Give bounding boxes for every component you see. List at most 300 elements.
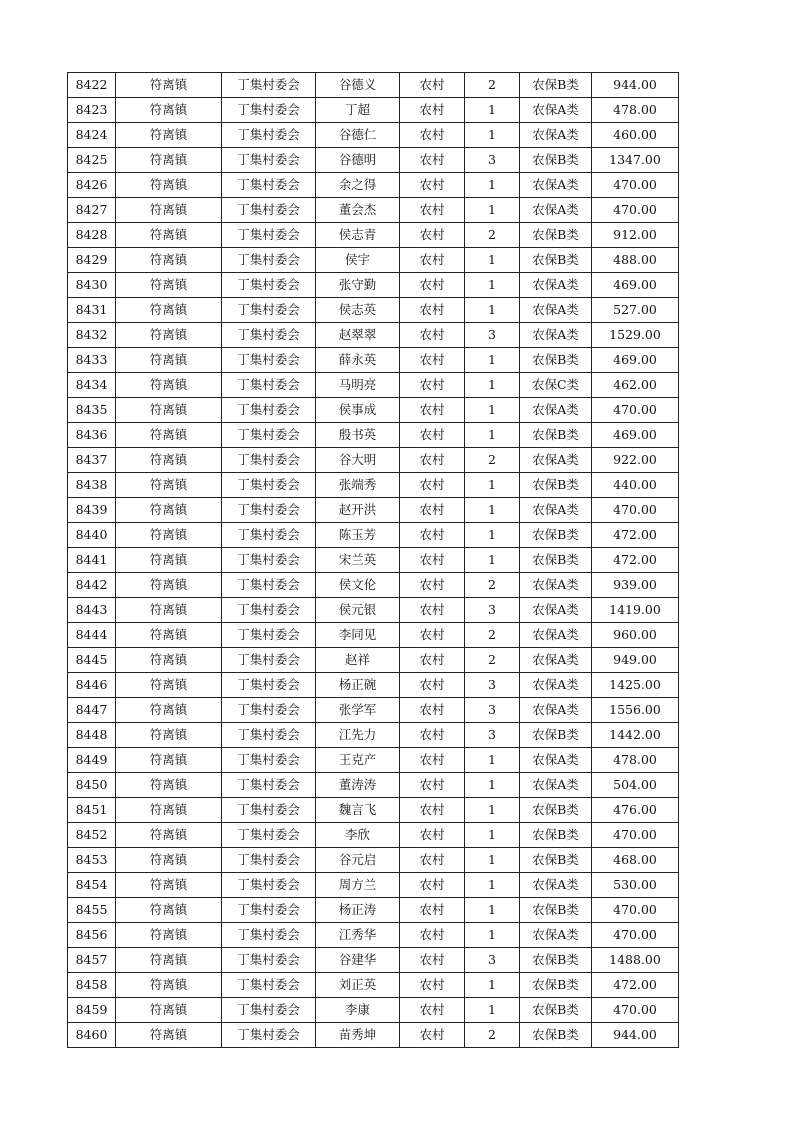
town-cell: 符离镇 <box>116 673 222 698</box>
amount-cell: 912.00 <box>592 223 679 248</box>
table-row <box>68 448 679 473</box>
area-type-cell: 农村 <box>400 1023 465 1048</box>
village-committee-cell: 丁集村委会 <box>222 923 316 948</box>
category-cell: 农保B类 <box>520 798 592 823</box>
serial-number-cell: 8435 <box>68 398 116 423</box>
serial-number-cell: 8460 <box>68 1023 116 1048</box>
amount-cell: 472.00 <box>592 548 679 573</box>
serial-number-cell: 8446 <box>68 673 116 698</box>
town-cell: 符离镇 <box>116 573 222 598</box>
area-type-cell: 农村 <box>400 748 465 773</box>
town-cell: 符离镇 <box>116 923 222 948</box>
name-cell: 张守勤 <box>316 273 400 298</box>
area-type-cell: 农村 <box>400 773 465 798</box>
category-cell: 农保B类 <box>520 548 592 573</box>
amount-cell: 470.00 <box>592 923 679 948</box>
household-count-cell: 1 <box>465 898 520 923</box>
category-cell: 农保A类 <box>520 98 592 123</box>
household-count-cell: 1 <box>465 548 520 573</box>
serial-number-cell: 8439 <box>68 498 116 523</box>
area-type-cell: 农村 <box>400 673 465 698</box>
amount-cell: 1419.00 <box>592 598 679 623</box>
area-type-cell: 农村 <box>400 423 465 448</box>
town-cell: 符离镇 <box>116 448 222 473</box>
table-row <box>68 273 679 298</box>
area-type-cell: 农村 <box>400 723 465 748</box>
household-count-cell: 3 <box>465 723 520 748</box>
category-cell: 农保B类 <box>520 148 592 173</box>
area-type-cell: 农村 <box>400 873 465 898</box>
table-row <box>68 348 679 373</box>
village-committee-cell: 丁集村委会 <box>222 123 316 148</box>
household-count-cell: 3 <box>465 948 520 973</box>
household-count-cell: 1 <box>465 748 520 773</box>
village-committee-cell: 丁集村委会 <box>222 798 316 823</box>
amount-cell: 470.00 <box>592 998 679 1023</box>
village-committee-cell: 丁集村委会 <box>222 423 316 448</box>
table-row <box>68 298 679 323</box>
name-cell: 赵祥 <box>316 648 400 673</box>
household-count-cell: 1 <box>465 798 520 823</box>
name-cell: 谷元启 <box>316 848 400 873</box>
household-count-cell: 1 <box>465 248 520 273</box>
village-committee-cell: 丁集村委会 <box>222 898 316 923</box>
name-cell: 谷德明 <box>316 148 400 173</box>
amount-cell: 944.00 <box>592 73 679 98</box>
amount-cell: 469.00 <box>592 348 679 373</box>
serial-number-cell: 8457 <box>68 948 116 973</box>
area-type-cell: 农村 <box>400 623 465 648</box>
category-cell: 农保A类 <box>520 298 592 323</box>
town-cell: 符离镇 <box>116 148 222 173</box>
village-committee-cell: 丁集村委会 <box>222 673 316 698</box>
serial-number-cell: 8431 <box>68 298 116 323</box>
household-count-cell: 1 <box>465 298 520 323</box>
serial-number-cell: 8442 <box>68 573 116 598</box>
town-cell: 符离镇 <box>116 748 222 773</box>
village-committee-cell: 丁集村委会 <box>222 373 316 398</box>
amount-cell: 440.00 <box>592 473 679 498</box>
area-type-cell: 农村 <box>400 848 465 873</box>
name-cell: 杨正涛 <box>316 898 400 923</box>
name-cell: 余之得 <box>316 173 400 198</box>
allowance-table <box>67 72 679 1048</box>
area-type-cell: 农村 <box>400 998 465 1023</box>
serial-number-cell: 8452 <box>68 823 116 848</box>
household-count-cell: 1 <box>465 373 520 398</box>
table-row <box>68 523 679 548</box>
table-row <box>68 398 679 423</box>
serial-number-cell: 8428 <box>68 223 116 248</box>
serial-number-cell: 8445 <box>68 648 116 673</box>
amount-cell: 1556.00 <box>592 698 679 723</box>
town-cell: 符离镇 <box>116 248 222 273</box>
town-cell: 符离镇 <box>116 898 222 923</box>
amount-cell: 1488.00 <box>592 948 679 973</box>
name-cell: 薛永英 <box>316 348 400 373</box>
name-cell: 丁超 <box>316 98 400 123</box>
household-count-cell: 2 <box>465 448 520 473</box>
household-count-cell: 1 <box>465 348 520 373</box>
table-row <box>68 998 679 1023</box>
category-cell: 农保B类 <box>520 898 592 923</box>
area-type-cell: 农村 <box>400 523 465 548</box>
household-count-cell: 1 <box>465 823 520 848</box>
amount-cell: 504.00 <box>592 773 679 798</box>
household-count-cell: 1 <box>465 523 520 548</box>
amount-cell: 478.00 <box>592 748 679 773</box>
amount-cell: 960.00 <box>592 623 679 648</box>
household-count-cell: 1 <box>465 398 520 423</box>
table-row <box>68 373 679 398</box>
town-cell: 符离镇 <box>116 598 222 623</box>
category-cell: 农保A类 <box>520 173 592 198</box>
area-type-cell: 农村 <box>400 373 465 398</box>
village-committee-cell: 丁集村委会 <box>222 623 316 648</box>
table-row <box>68 598 679 623</box>
village-committee-cell: 丁集村委会 <box>222 773 316 798</box>
name-cell: 赵翠翠 <box>316 323 400 348</box>
table-row <box>68 223 679 248</box>
area-type-cell: 农村 <box>400 223 465 248</box>
serial-number-cell: 8451 <box>68 798 116 823</box>
household-count-cell: 1 <box>465 498 520 523</box>
name-cell: 赵开洪 <box>316 498 400 523</box>
town-cell: 符离镇 <box>116 298 222 323</box>
table-row <box>68 148 679 173</box>
table-row <box>68 198 679 223</box>
serial-number-cell: 8425 <box>68 148 116 173</box>
category-cell: 农保A类 <box>520 448 592 473</box>
table-row <box>68 698 679 723</box>
area-type-cell: 农村 <box>400 198 465 223</box>
category-cell: 农保B类 <box>520 73 592 98</box>
name-cell: 董会杰 <box>316 198 400 223</box>
name-cell: 杨正碗 <box>316 673 400 698</box>
category-cell: 农保B类 <box>520 473 592 498</box>
category-cell: 农保A类 <box>520 573 592 598</box>
name-cell: 魏言飞 <box>316 798 400 823</box>
household-count-cell: 2 <box>465 73 520 98</box>
name-cell: 李康 <box>316 998 400 1023</box>
serial-number-cell: 8444 <box>68 623 116 648</box>
area-type-cell: 农村 <box>400 648 465 673</box>
area-type-cell: 农村 <box>400 798 465 823</box>
table-row <box>68 723 679 748</box>
name-cell: 李同见 <box>316 623 400 648</box>
serial-number-cell: 8434 <box>68 373 116 398</box>
name-cell: 侯志英 <box>316 298 400 323</box>
table-row <box>68 948 679 973</box>
town-cell: 符离镇 <box>116 98 222 123</box>
town-cell: 符离镇 <box>116 348 222 373</box>
amount-cell: 527.00 <box>592 298 679 323</box>
village-committee-cell: 丁集村委会 <box>222 598 316 623</box>
category-cell: 农保C类 <box>520 373 592 398</box>
area-type-cell: 农村 <box>400 298 465 323</box>
amount-cell: 472.00 <box>592 523 679 548</box>
area-type-cell: 农村 <box>400 948 465 973</box>
amount-cell: 469.00 <box>592 273 679 298</box>
area-type-cell: 农村 <box>400 548 465 573</box>
village-committee-cell: 丁集村委会 <box>222 523 316 548</box>
serial-number-cell: 8422 <box>68 73 116 98</box>
table-row <box>68 248 679 273</box>
category-cell: 农保B类 <box>520 223 592 248</box>
serial-number-cell: 8443 <box>68 598 116 623</box>
table-row <box>68 623 679 648</box>
amount-cell: 470.00 <box>592 173 679 198</box>
village-committee-cell: 丁集村委会 <box>222 273 316 298</box>
area-type-cell: 农村 <box>400 273 465 298</box>
town-cell: 符离镇 <box>116 173 222 198</box>
category-cell: 农保B类 <box>520 948 592 973</box>
category-cell: 农保A类 <box>520 123 592 148</box>
serial-number-cell: 8448 <box>68 723 116 748</box>
table-row <box>68 773 679 798</box>
category-cell: 农保A类 <box>520 673 592 698</box>
serial-number-cell: 8436 <box>68 423 116 448</box>
serial-number-cell: 8430 <box>68 273 116 298</box>
household-count-cell: 2 <box>465 1023 520 1048</box>
table-row <box>68 498 679 523</box>
area-type-cell: 农村 <box>400 323 465 348</box>
category-cell: 农保A类 <box>520 323 592 348</box>
town-cell: 符离镇 <box>116 198 222 223</box>
village-committee-cell: 丁集村委会 <box>222 548 316 573</box>
table-row <box>68 173 679 198</box>
household-count-cell: 3 <box>465 598 520 623</box>
amount-cell: 468.00 <box>592 848 679 873</box>
area-type-cell: 农村 <box>400 348 465 373</box>
town-cell: 符离镇 <box>116 998 222 1023</box>
name-cell: 王克产 <box>316 748 400 773</box>
amount-cell: 470.00 <box>592 823 679 848</box>
area-type-cell: 农村 <box>400 398 465 423</box>
name-cell: 谷建华 <box>316 948 400 973</box>
town-cell: 符离镇 <box>116 473 222 498</box>
town-cell: 符离镇 <box>116 73 222 98</box>
village-committee-cell: 丁集村委会 <box>222 1023 316 1048</box>
village-committee-cell: 丁集村委会 <box>222 998 316 1023</box>
category-cell: 农保B类 <box>520 348 592 373</box>
name-cell: 张端秀 <box>316 473 400 498</box>
table-row <box>68 98 679 123</box>
name-cell: 苗秀坤 <box>316 1023 400 1048</box>
town-cell: 符离镇 <box>116 498 222 523</box>
amount-cell: 470.00 <box>592 898 679 923</box>
amount-cell: 470.00 <box>592 198 679 223</box>
village-committee-cell: 丁集村委会 <box>222 323 316 348</box>
name-cell: 江秀华 <box>316 923 400 948</box>
village-committee-cell: 丁集村委会 <box>222 223 316 248</box>
name-cell: 张学军 <box>316 698 400 723</box>
area-type-cell: 农村 <box>400 148 465 173</box>
town-cell: 符离镇 <box>116 523 222 548</box>
category-cell: 农保A类 <box>520 623 592 648</box>
serial-number-cell: 8458 <box>68 973 116 998</box>
category-cell: 农保A类 <box>520 398 592 423</box>
area-type-cell: 农村 <box>400 123 465 148</box>
name-cell: 董涛涛 <box>316 773 400 798</box>
household-count-cell: 1 <box>465 423 520 448</box>
village-committee-cell: 丁集村委会 <box>222 248 316 273</box>
town-cell: 符离镇 <box>116 648 222 673</box>
amount-cell: 530.00 <box>592 873 679 898</box>
village-committee-cell: 丁集村委会 <box>222 823 316 848</box>
table-row <box>68 473 679 498</box>
village-committee-cell: 丁集村委会 <box>222 873 316 898</box>
village-committee-cell: 丁集村委会 <box>222 948 316 973</box>
amount-cell: 460.00 <box>592 123 679 148</box>
serial-number-cell: 8449 <box>68 748 116 773</box>
amount-cell: 922.00 <box>592 448 679 473</box>
area-type-cell: 农村 <box>400 598 465 623</box>
area-type-cell: 农村 <box>400 498 465 523</box>
amount-cell: 1442.00 <box>592 723 679 748</box>
town-cell: 符离镇 <box>116 548 222 573</box>
village-committee-cell: 丁集村委会 <box>222 498 316 523</box>
category-cell: 农保A类 <box>520 698 592 723</box>
category-cell: 农保B类 <box>520 823 592 848</box>
town-cell: 符离镇 <box>116 973 222 998</box>
household-count-cell: 2 <box>465 573 520 598</box>
serial-number-cell: 8455 <box>68 898 116 923</box>
serial-number-cell: 8459 <box>68 998 116 1023</box>
town-cell: 符离镇 <box>116 223 222 248</box>
household-count-cell: 1 <box>465 848 520 873</box>
village-committee-cell: 丁集村委会 <box>222 973 316 998</box>
serial-number-cell: 8423 <box>68 98 116 123</box>
amount-cell: 470.00 <box>592 498 679 523</box>
table-row <box>68 873 679 898</box>
town-cell: 符离镇 <box>116 623 222 648</box>
area-type-cell: 农村 <box>400 173 465 198</box>
category-cell: 农保A类 <box>520 198 592 223</box>
area-type-cell: 农村 <box>400 248 465 273</box>
amount-cell: 1425.00 <box>592 673 679 698</box>
household-count-cell: 1 <box>465 998 520 1023</box>
name-cell: 宋兰英 <box>316 548 400 573</box>
name-cell: 侯宇 <box>316 248 400 273</box>
household-count-cell: 1 <box>465 873 520 898</box>
serial-number-cell: 8456 <box>68 923 116 948</box>
area-type-cell: 农村 <box>400 73 465 98</box>
household-count-cell: 1 <box>465 123 520 148</box>
name-cell: 谷德仁 <box>316 123 400 148</box>
village-committee-cell: 丁集村委会 <box>222 298 316 323</box>
category-cell: 农保A类 <box>520 923 592 948</box>
serial-number-cell: 8432 <box>68 323 116 348</box>
table-row <box>68 898 679 923</box>
household-count-cell: 1 <box>465 173 520 198</box>
amount-cell: 944.00 <box>592 1023 679 1048</box>
amount-cell: 476.00 <box>592 798 679 823</box>
category-cell: 农保B类 <box>520 998 592 1023</box>
village-committee-cell: 丁集村委会 <box>222 748 316 773</box>
town-cell: 符离镇 <box>116 798 222 823</box>
household-count-cell: 1 <box>465 923 520 948</box>
area-type-cell: 农村 <box>400 698 465 723</box>
category-cell: 农保B类 <box>520 848 592 873</box>
serial-number-cell: 8454 <box>68 873 116 898</box>
area-type-cell: 农村 <box>400 898 465 923</box>
household-count-cell: 2 <box>465 623 520 648</box>
household-count-cell: 1 <box>465 473 520 498</box>
serial-number-cell: 8429 <box>68 248 116 273</box>
table-row <box>68 648 679 673</box>
household-count-cell: 3 <box>465 698 520 723</box>
category-cell: 农保B类 <box>520 423 592 448</box>
area-type-cell: 农村 <box>400 823 465 848</box>
village-committee-cell: 丁集村委会 <box>222 473 316 498</box>
amount-cell: 1529.00 <box>592 323 679 348</box>
serial-number-cell: 8438 <box>68 473 116 498</box>
serial-number-cell: 8447 <box>68 698 116 723</box>
village-committee-cell: 丁集村委会 <box>222 348 316 373</box>
category-cell: 农保A类 <box>520 273 592 298</box>
table-row <box>68 973 679 998</box>
household-count-cell: 3 <box>465 323 520 348</box>
category-cell: 农保B类 <box>520 723 592 748</box>
name-cell: 李欣 <box>316 823 400 848</box>
name-cell: 江先力 <box>316 723 400 748</box>
serial-number-cell: 8437 <box>68 448 116 473</box>
area-type-cell: 农村 <box>400 973 465 998</box>
name-cell: 侯文伦 <box>316 573 400 598</box>
village-committee-cell: 丁集村委会 <box>222 848 316 873</box>
table-row <box>68 823 679 848</box>
name-cell: 谷德义 <box>316 73 400 98</box>
amount-cell: 469.00 <box>592 423 679 448</box>
table-row <box>68 323 679 348</box>
name-cell: 马明亮 <box>316 373 400 398</box>
category-cell: 农保B类 <box>520 1023 592 1048</box>
table-row <box>68 123 679 148</box>
area-type-cell: 农村 <box>400 573 465 598</box>
village-committee-cell: 丁集村委会 <box>222 723 316 748</box>
amount-cell: 488.00 <box>592 248 679 273</box>
name-cell: 殷书英 <box>316 423 400 448</box>
category-cell: 农保B类 <box>520 248 592 273</box>
serial-number-cell: 8424 <box>68 123 116 148</box>
table-row <box>68 1023 679 1048</box>
household-count-cell: 1 <box>465 98 520 123</box>
name-cell: 陈玉芳 <box>316 523 400 548</box>
serial-number-cell: 8427 <box>68 198 116 223</box>
table-row <box>68 548 679 573</box>
town-cell: 符离镇 <box>116 423 222 448</box>
town-cell: 符离镇 <box>116 723 222 748</box>
town-cell: 符离镇 <box>116 273 222 298</box>
category-cell: 农保A类 <box>520 748 592 773</box>
village-committee-cell: 丁集村委会 <box>222 398 316 423</box>
area-type-cell: 农村 <box>400 923 465 948</box>
household-count-cell: 3 <box>465 673 520 698</box>
town-cell: 符离镇 <box>116 773 222 798</box>
serial-number-cell: 8440 <box>68 523 116 548</box>
amount-cell: 462.00 <box>592 373 679 398</box>
amount-cell: 1347.00 <box>592 148 679 173</box>
table-row <box>68 923 679 948</box>
village-committee-cell: 丁集村委会 <box>222 698 316 723</box>
serial-number-cell: 8426 <box>68 173 116 198</box>
amount-cell: 470.00 <box>592 398 679 423</box>
household-count-cell: 2 <box>465 223 520 248</box>
town-cell: 符离镇 <box>116 823 222 848</box>
town-cell: 符离镇 <box>116 1023 222 1048</box>
household-count-cell: 2 <box>465 648 520 673</box>
